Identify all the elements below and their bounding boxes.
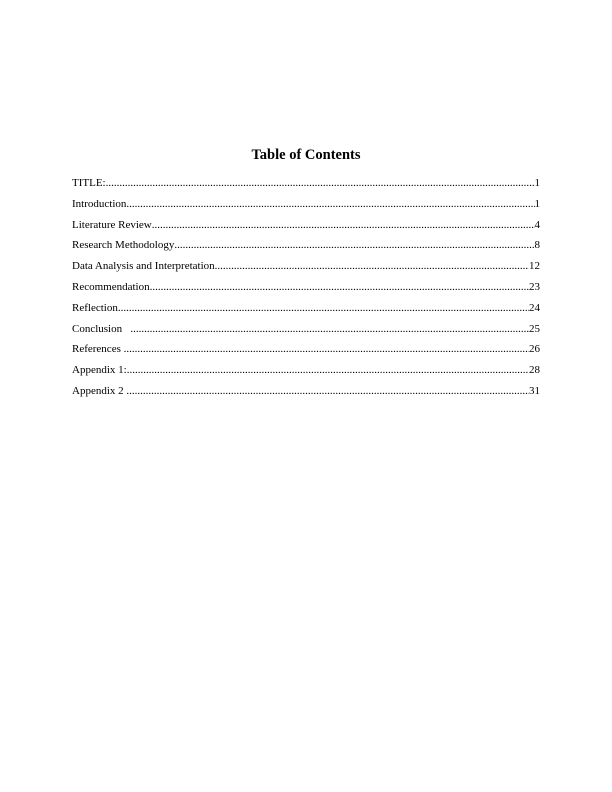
- toc-entry[interactable]: [72, 197, 540, 218]
- toc-entry-page: 12: [529, 260, 540, 273]
- toc-entry-label: Literature Review: [72, 218, 152, 231]
- toc-entry[interactable]: [72, 238, 540, 259]
- toc-entry-page: 4: [534, 218, 540, 231]
- toc-dot-leader: [126, 384, 529, 398]
- toc-dot-leader: [126, 197, 534, 211]
- toc-entry-label: Recommendation: [72, 280, 150, 293]
- toc-entry-page: 8: [534, 239, 540, 252]
- toc-entry-label: Introduction: [72, 197, 127, 210]
- toc-entry-label: TITLE:: [72, 177, 106, 189]
- toc-entry[interactable]: [72, 384, 540, 405]
- toc-entry[interactable]: [72, 176, 540, 197]
- toc-dot-leader: [150, 280, 529, 294]
- toc-heading: Table of Contents: [251, 147, 361, 163]
- toc-entry-page: 28: [529, 364, 540, 377]
- toc-entry-page: 25: [529, 322, 540, 335]
- toc-dot-leader: [106, 176, 535, 190]
- toc-entry[interactable]: [72, 322, 540, 343]
- toc-dot-leader: [174, 238, 534, 252]
- toc-entry-page: 1: [534, 197, 540, 210]
- toc-dot-leader: [124, 342, 529, 356]
- toc-entry[interactable]: [72, 363, 540, 384]
- toc-dot-leader: [215, 259, 529, 273]
- toc-entry[interactable]: [72, 218, 540, 239]
- toc-entry-page: 1: [534, 177, 540, 189]
- toc-entry[interactable]: [72, 259, 540, 280]
- toc-entry[interactable]: [72, 301, 540, 322]
- toc-list: [72, 176, 540, 405]
- toc-entry-label: References: [72, 343, 124, 356]
- toc-dot-leader: [118, 301, 529, 315]
- toc-dot-leader: [130, 322, 529, 336]
- toc-entry-label: Reflection: [72, 301, 118, 314]
- toc-entry-page: 24: [529, 301, 540, 314]
- toc-entry-page: 26: [529, 343, 540, 356]
- toc-entry[interactable]: [72, 342, 540, 363]
- toc-entry[interactable]: [72, 280, 540, 301]
- toc-entry-label: Research Methodology: [72, 239, 175, 252]
- toc-entry-label: Appendix 1:: [72, 364, 127, 377]
- toc-entry-label: Data Analysis and Interpretation: [72, 260, 215, 273]
- toc-entry-label: Conclusion: [72, 322, 131, 335]
- toc-entry-page: 23: [529, 280, 540, 293]
- toc-dot-leader: [152, 218, 535, 232]
- toc-entry-label: Appendix 2: [72, 384, 127, 397]
- toc-entry-page: 31: [529, 384, 540, 397]
- toc-dot-leader: [127, 363, 529, 377]
